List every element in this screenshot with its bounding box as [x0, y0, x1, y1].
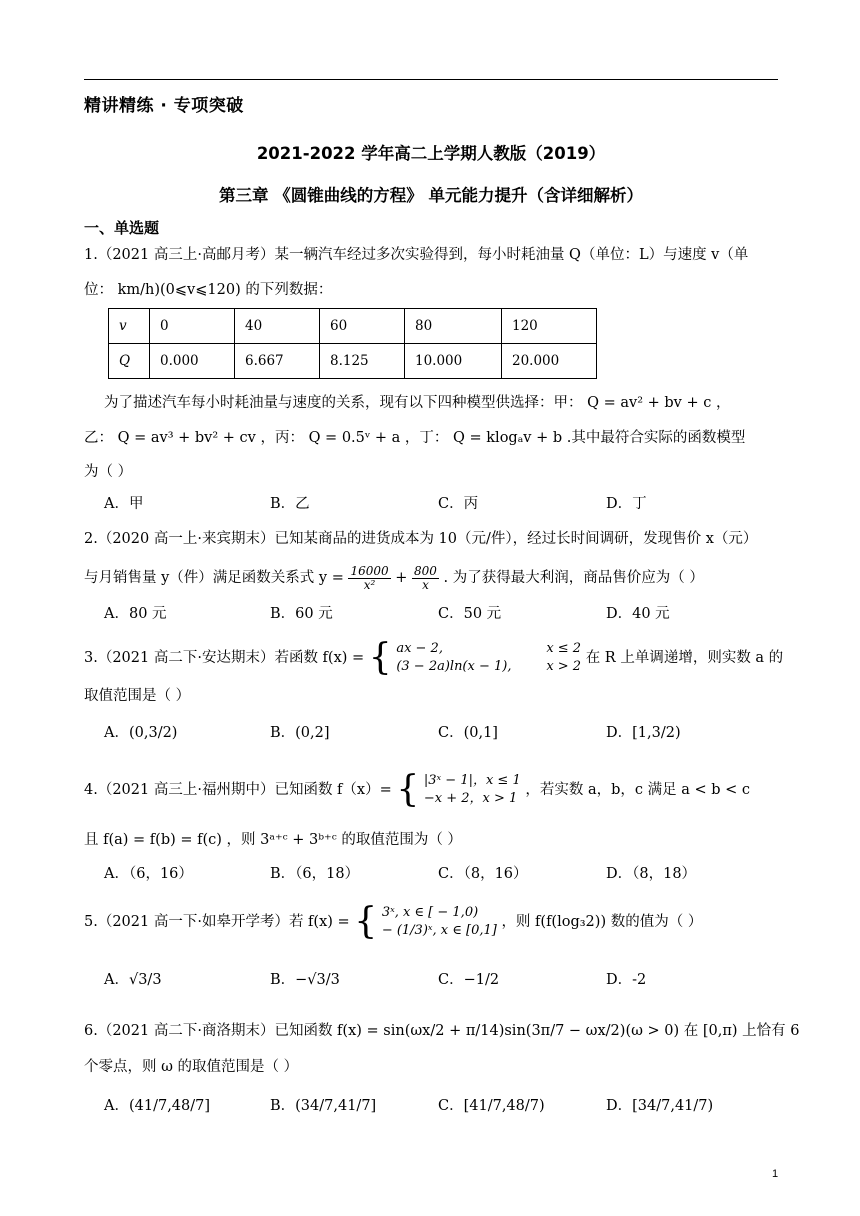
case-row: − (1/3)ˣ, x ∈ [0,1] [381, 923, 497, 938]
brace-icon: { [396, 769, 420, 810]
q3-option-a: A．(0,3/2) [104, 725, 178, 741]
doc-title-line2: 第三章 《圆锥曲线的方程》 单元能力提升（含详细解析） [219, 186, 643, 205]
q6-line1: 6.（2021 高二下·商洛期末）已知函数 f(x) = sin(ωx/2 + π/14)sin(3π/7 − ωx/2)(ω > 0) 在 [0,π) 上恰有 6 [84, 1023, 800, 1039]
q3-line1 [84, 637, 784, 678]
q3-option-b: B．(0,2] [270, 725, 330, 741]
fraction-denominator: x² [363, 577, 376, 592]
doc-title-line1: 2021-2022 学年高二上学期人教版（2019） [256, 144, 606, 163]
q4-piecewise [424, 772, 521, 808]
header-rule [84, 79, 778, 80]
table-cell: 60 [320, 309, 405, 344]
page-number: 1 [772, 1168, 779, 1180]
table-cell: 20.000 [502, 344, 597, 379]
q6-option-b: B．(34/7,41/7] [270, 1098, 377, 1114]
table-cell: 40 [235, 309, 320, 344]
q1-option-b: B．乙 [270, 496, 310, 512]
q5-piecewise [382, 904, 497, 940]
table-row [109, 344, 597, 379]
brace-icon: { [368, 637, 392, 678]
table-cell: 10.000 [405, 344, 502, 379]
q3-option-d: D．[1,3/2) [606, 725, 681, 741]
q2-text-a: 与月销售量 y（件）满足函数关系式 y = [84, 570, 344, 586]
q1-line2: 位： km/h)(0⩽v⩽120) 的下列数据： [84, 282, 333, 298]
q2-fraction-1 [348, 565, 390, 592]
table-cell: 6.667 [235, 344, 320, 379]
fraction-denominator: x [422, 577, 429, 592]
q5-option-a: A．√3/3 [104, 972, 162, 988]
q2-option-d: D．40 元 [606, 606, 670, 622]
table-row [109, 309, 597, 344]
case-row: |3ˣ − 1|，x ≤ 1 [423, 773, 521, 788]
q1-line1: 1.（2021 高三上·高邮月考）某一辆汽车经过多次实验得到，每小时耗油量 Q（单位：L）与速度 v（单 [84, 247, 749, 263]
table-cell: 80 [405, 309, 502, 344]
q4-option-b: B．（6，18） [270, 866, 360, 882]
q1-option-a: A．甲 [104, 496, 144, 512]
q1-line3: 为了描述汽车每小时耗油量与速度的关系，现有以下四种模型供选择：甲： Q = av² + bv + c ， [104, 395, 731, 411]
q2-line1: 2.（2020 高一上·来宾期末）已知某商品的进货成本为 10（元/件），经过长时间调研，发现售价 x（元） [84, 531, 758, 547]
q4-line2: 且 f(a) = f(b) = f(c) ，则 3ᵃ⁺ᶜ + 3ᵇ⁺ᶜ 的取值范围为（ ） [84, 832, 462, 848]
q2-line2 [84, 560, 778, 596]
fraction-numerator: 800 [414, 563, 437, 578]
header-title: 精讲精练 · 专项突破 [84, 96, 244, 116]
q1-option-d: D．丁 [606, 496, 647, 512]
q4-text-b: ，若实数 a，b，c 满足 a < b < c [525, 782, 751, 798]
q3-option-c: C．(0,1] [438, 725, 498, 741]
table-cell: 8.125 [320, 344, 405, 379]
q1-line4: 乙： Q = av³ + bv² + cv ，丙： Q = 0.5ᵛ + a ，丁： Q = klogₐv + b .其中最符合实际的函数模型 [84, 430, 746, 446]
case-cond: x ≤ 2 [546, 641, 582, 656]
table-cell: 120 [502, 309, 597, 344]
q2-option-b: B．60 元 [270, 606, 333, 622]
q2-option-c: C．50 元 [438, 606, 502, 622]
q4-option-c: C．（8，16） [438, 866, 528, 882]
q2-fraction-2 [412, 565, 439, 592]
q1-option-c: C．丙 [438, 496, 479, 512]
q5-line1 [84, 900, 778, 944]
table-cell: Q [109, 344, 150, 379]
q6-option-c: C．[41/7,48/7) [438, 1098, 545, 1114]
q4-option-a: A．（6，16） [104, 866, 193, 882]
q1-line5: 为（ ） [84, 464, 133, 480]
q4-text-a: 4.（2021 高三上·福州期中）已知函数 f（x）= [84, 782, 392, 798]
case-row: 3ˣ, x ∈ [ − 1,0) [381, 905, 479, 920]
q5-option-b: B．−√3/3 [270, 972, 340, 988]
q5-text-b: ，则 f(f(log₃2)) 数的值为（ ） [501, 914, 703, 930]
section-heading: 一、单选题 [84, 219, 160, 237]
q3-text-b: 在 R 上单调递增，则实数 a 的 [585, 650, 784, 666]
case-row: −x + 2，x > 1 [423, 791, 518, 806]
q6-option-d: D．[34/7,41/7) [606, 1098, 714, 1114]
case-cond: x > 2 [546, 659, 582, 674]
table-cell: 0 [150, 309, 235, 344]
q3-line2: 取值范围是（ ） [84, 688, 191, 704]
q2-text-b: . 为了获得最大利润，商品售价应为（ ） [443, 570, 704, 586]
q2-option-a: A．80 元 [104, 606, 167, 622]
table-cell: v [109, 309, 150, 344]
q5-text-a: 5.（2021 高一下·如皋开学考）若 f(x) = [84, 914, 350, 930]
q3-piecewise [396, 640, 581, 676]
q3-text-a: 3.（2021 高二下·安达期末）若函数 f(x) = [84, 650, 365, 666]
case-expr: (3 − 2a)ln(x − 1), [396, 659, 512, 674]
plus-sign: + [395, 570, 408, 586]
case-expr: ax − 2, [396, 641, 443, 656]
q5-option-d: D．-2 [606, 972, 647, 988]
q6-line2: 个零点，则 ω 的取值范围是（ ） [84, 1059, 299, 1075]
table-cell: 0.000 [150, 344, 235, 379]
q1-data-table [108, 308, 597, 379]
q4-line1 [84, 768, 778, 812]
q4-option-d: D．（8，18） [606, 866, 697, 882]
q6-option-a: A．(41/7,48/7] [104, 1098, 211, 1114]
fraction-numerator: 16000 [350, 563, 389, 578]
q5-option-c: C．−1/2 [438, 972, 500, 988]
brace-icon: { [354, 901, 378, 942]
